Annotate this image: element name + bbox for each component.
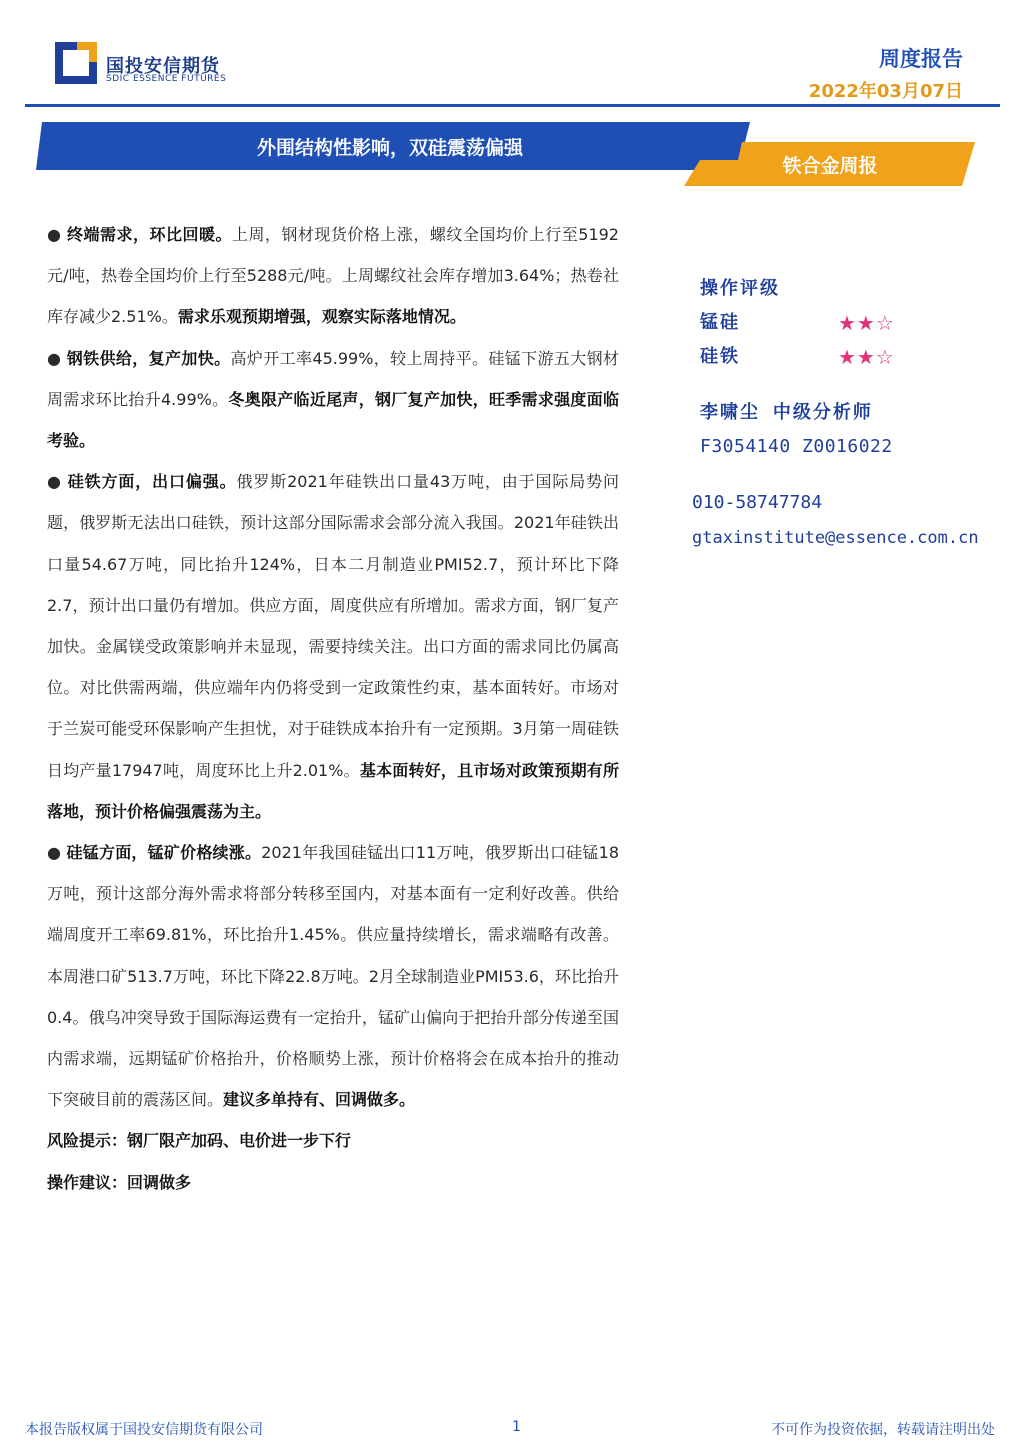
paragraph-lead: 终端需求，环比回暖。 [67,225,232,244]
paragraph-conclusion: 基本面转好，且市场对政策预期有所落地，预计价格偏强震荡为主。 [47,760,619,821]
operation-advice: 操作建议：回调做多 [47,1172,192,1192]
analyst-certificate: F3054140 Z0016022 [700,436,893,457]
rating-title: 操作评级 [700,278,780,299]
report-body [47,214,619,1203]
contact-phone: 010-58747784 [692,492,823,513]
star-rating-icon: ★★☆ [838,311,895,335]
paragraph-conclusion: 需求乐观预期增强，观察实际落地情况。 [177,307,466,327]
paragraph-text: 高炉开工率45.99%，较上周持平。硅锰下游五大钢材周需求环比抬升4.99%。 [47,348,619,409]
paragraph-conclusion: 建议多单持有、回调做多。 [223,1090,416,1110]
rating-label: 硅铁 [700,346,740,367]
sidebar [700,272,1020,464]
paragraph-text: 2021年我国硅锰出口11万吨，俄罗斯出口硅锰18万吨，预计这部分海外需求将部分转移至国内，对基本面有一定利好改善。供给端周度开工率69.81%，环比抬升1.45%。供应量持续增长，需求端略有改善。本周港口矿513.7万吨，环比下降22.8万吨。2月全球制造业PMI53.6，环比抬升0.4。俄乌冲突导致于国际海运费有一定抬升，锰矿山偏向于把抬升部分传递至国内需求端，远期锰矿价格抬升，价格顺势上涨，预计价格将会在成本抬升的推动下突破目前的震荡区间。 [47,843,619,1110]
footer-copyright: 本报告版权属于国投安信期货有限公司 [25,1422,263,1438]
analyst-name: 李啸尘 中级分析师 [700,402,873,423]
report-category-tag: 铁合金周报 [782,155,878,177]
paragraph-lead: 钢铁供给，复产加快。 [66,348,231,368]
logo-text-en: SDIC ESSENCE FUTURES [106,74,227,84]
rating-label: 锰硅 [700,312,740,333]
paragraph-silicomanganese: ● 硅锰方面，锰矿价格续涨。2021年我国硅锰出口11万吨，俄罗斯出口硅锰18万吨，预计这部分海外需求将部分转移至国内，对基本面有一定利好改善。供给端周度开工率69.81%，环比抬升1.45%。供应量持续增长，需求端略有改善。本周港口矿513.7万吨，环比下降22.8万吨。2月全球制造业PMI53.6，环比抬升0.4。俄乌冲突导致于国际海运费有一定抬升，锰矿山偏向于把抬升部分传递至国内需求端，远期锰矿价格抬升，价格顺势上涨，预计价格将会在成本抬升的推动下突破目前的震荡区间。建议多单持有、回调做多。 [47,843,619,1110]
paragraph-conclusion: 冬奥限产临近尾声，钢厂复产加快，旺季需求强度面临考验。 [47,389,619,451]
contact-email[interactable]: gtaxinstitute@essence.com.cn [692,528,979,548]
paragraph-lead: 硅铁方面，出口偏强。 [67,472,237,492]
logo-text-cn: 国投安信期货 [106,56,220,77]
report-type: 周度报告 [879,47,963,71]
paragraph-lead: 硅锰方面，锰矿价格续涨。 [66,843,262,863]
risk-notice: 风险提示：钢厂限产加码、电价进一步下行 [47,1131,352,1151]
paragraph-text: 俄罗斯2021年硅铁出口量43万吨，由于国际局势问题，俄罗斯无法出口硅铁，预计这部分国际需求会部分流入我国。2021年硅铁出口量54.67万吨，同比抬升124%，日本二月制造业PMI52.7，预计环比下降2.7，预计出口量仍有增加。供应方面，周度供应有所增加。需求方面，钢厂复产加快。金属镁受政策影响并未显现，需要持续关注。出口方面的需求同比仍属高位。对比供需两端，供应端年内仍将受到一定政策性约束，基本面转好。市场对于兰炭可能受环保影响产生担忧，对于硅铁成本抬升有一定预期。3月第一周硅铁日均产量17947吨，周度环比上升2.01%。 [47,472,619,780]
rating-row-silicomanganese [700,306,1020,340]
star-rating-icon: ★★☆ [838,345,895,369]
paragraph-ferrosilicon: ● 硅铁方面，出口偏强。俄罗斯2021年硅铁出口量43万吨，由于国际局势问题，俄罗斯无法出口硅铁，预计这部分国际需求会部分流入我国。2021年硅铁出口量54.67万吨，同比抬升124%，日本二月制造业PMI52.7，预计环比下降2.7，预计出口量仍有增加。供应方面，周度供应有所增加。需求方面，钢厂复产加快。金属镁受政策影响并未显现，需要持续关注。出口方面的需求同比仍属高位。对比供需两端，供应端年内仍将受到一定政策性约束，基本面转好。市场对于兰炭可能受环保影响产生担忧，对于硅铁成本抬升有一定预期。3月第一周硅铁日均产量17947吨，周度环比上升2.01%。基本面转好，且市场对政策预期有所落地，预计价格偏强震荡为主。 [47,472,619,821]
footer-disclaimer: 不可作为投资依据，转载请注明出处 [771,1422,995,1438]
paragraph-supply: ● 钢铁供给，复产加快。高炉开工率45.99%，较上周持平。硅锰下游五大钢材周需求环比抬升4.99%。冬奥限产临近尾声，钢厂复产加快，旺季需求强度面临考验。 [47,348,619,451]
report-date: 2022年03月07日 [808,81,963,102]
report-headline: 外围结构性影响，双硅震荡偏强 [256,137,523,159]
paragraph-text: 上周，钢材现货价格上涨，螺纹全国均价上行至5192元/吨，热卷全国均价上行至5288元/吨。上周螺纹社会库存增加3.64%；热卷社库存减少2.51%。 [47,225,619,327]
page-number: 1 [512,1419,521,1435]
paragraph-demand: ● 终端需求，环比回暖。上周，钢材现货价格上涨，螺纹全国均价上行至5192元/吨，热卷全国均价上行至5288元/吨。上周螺纹社会库存增加3.64%；热卷社库存减少2.51%。需求乐观预期增强，观察实际落地情况。 [47,225,619,327]
rating-row-ferrosilicon [700,340,1020,374]
